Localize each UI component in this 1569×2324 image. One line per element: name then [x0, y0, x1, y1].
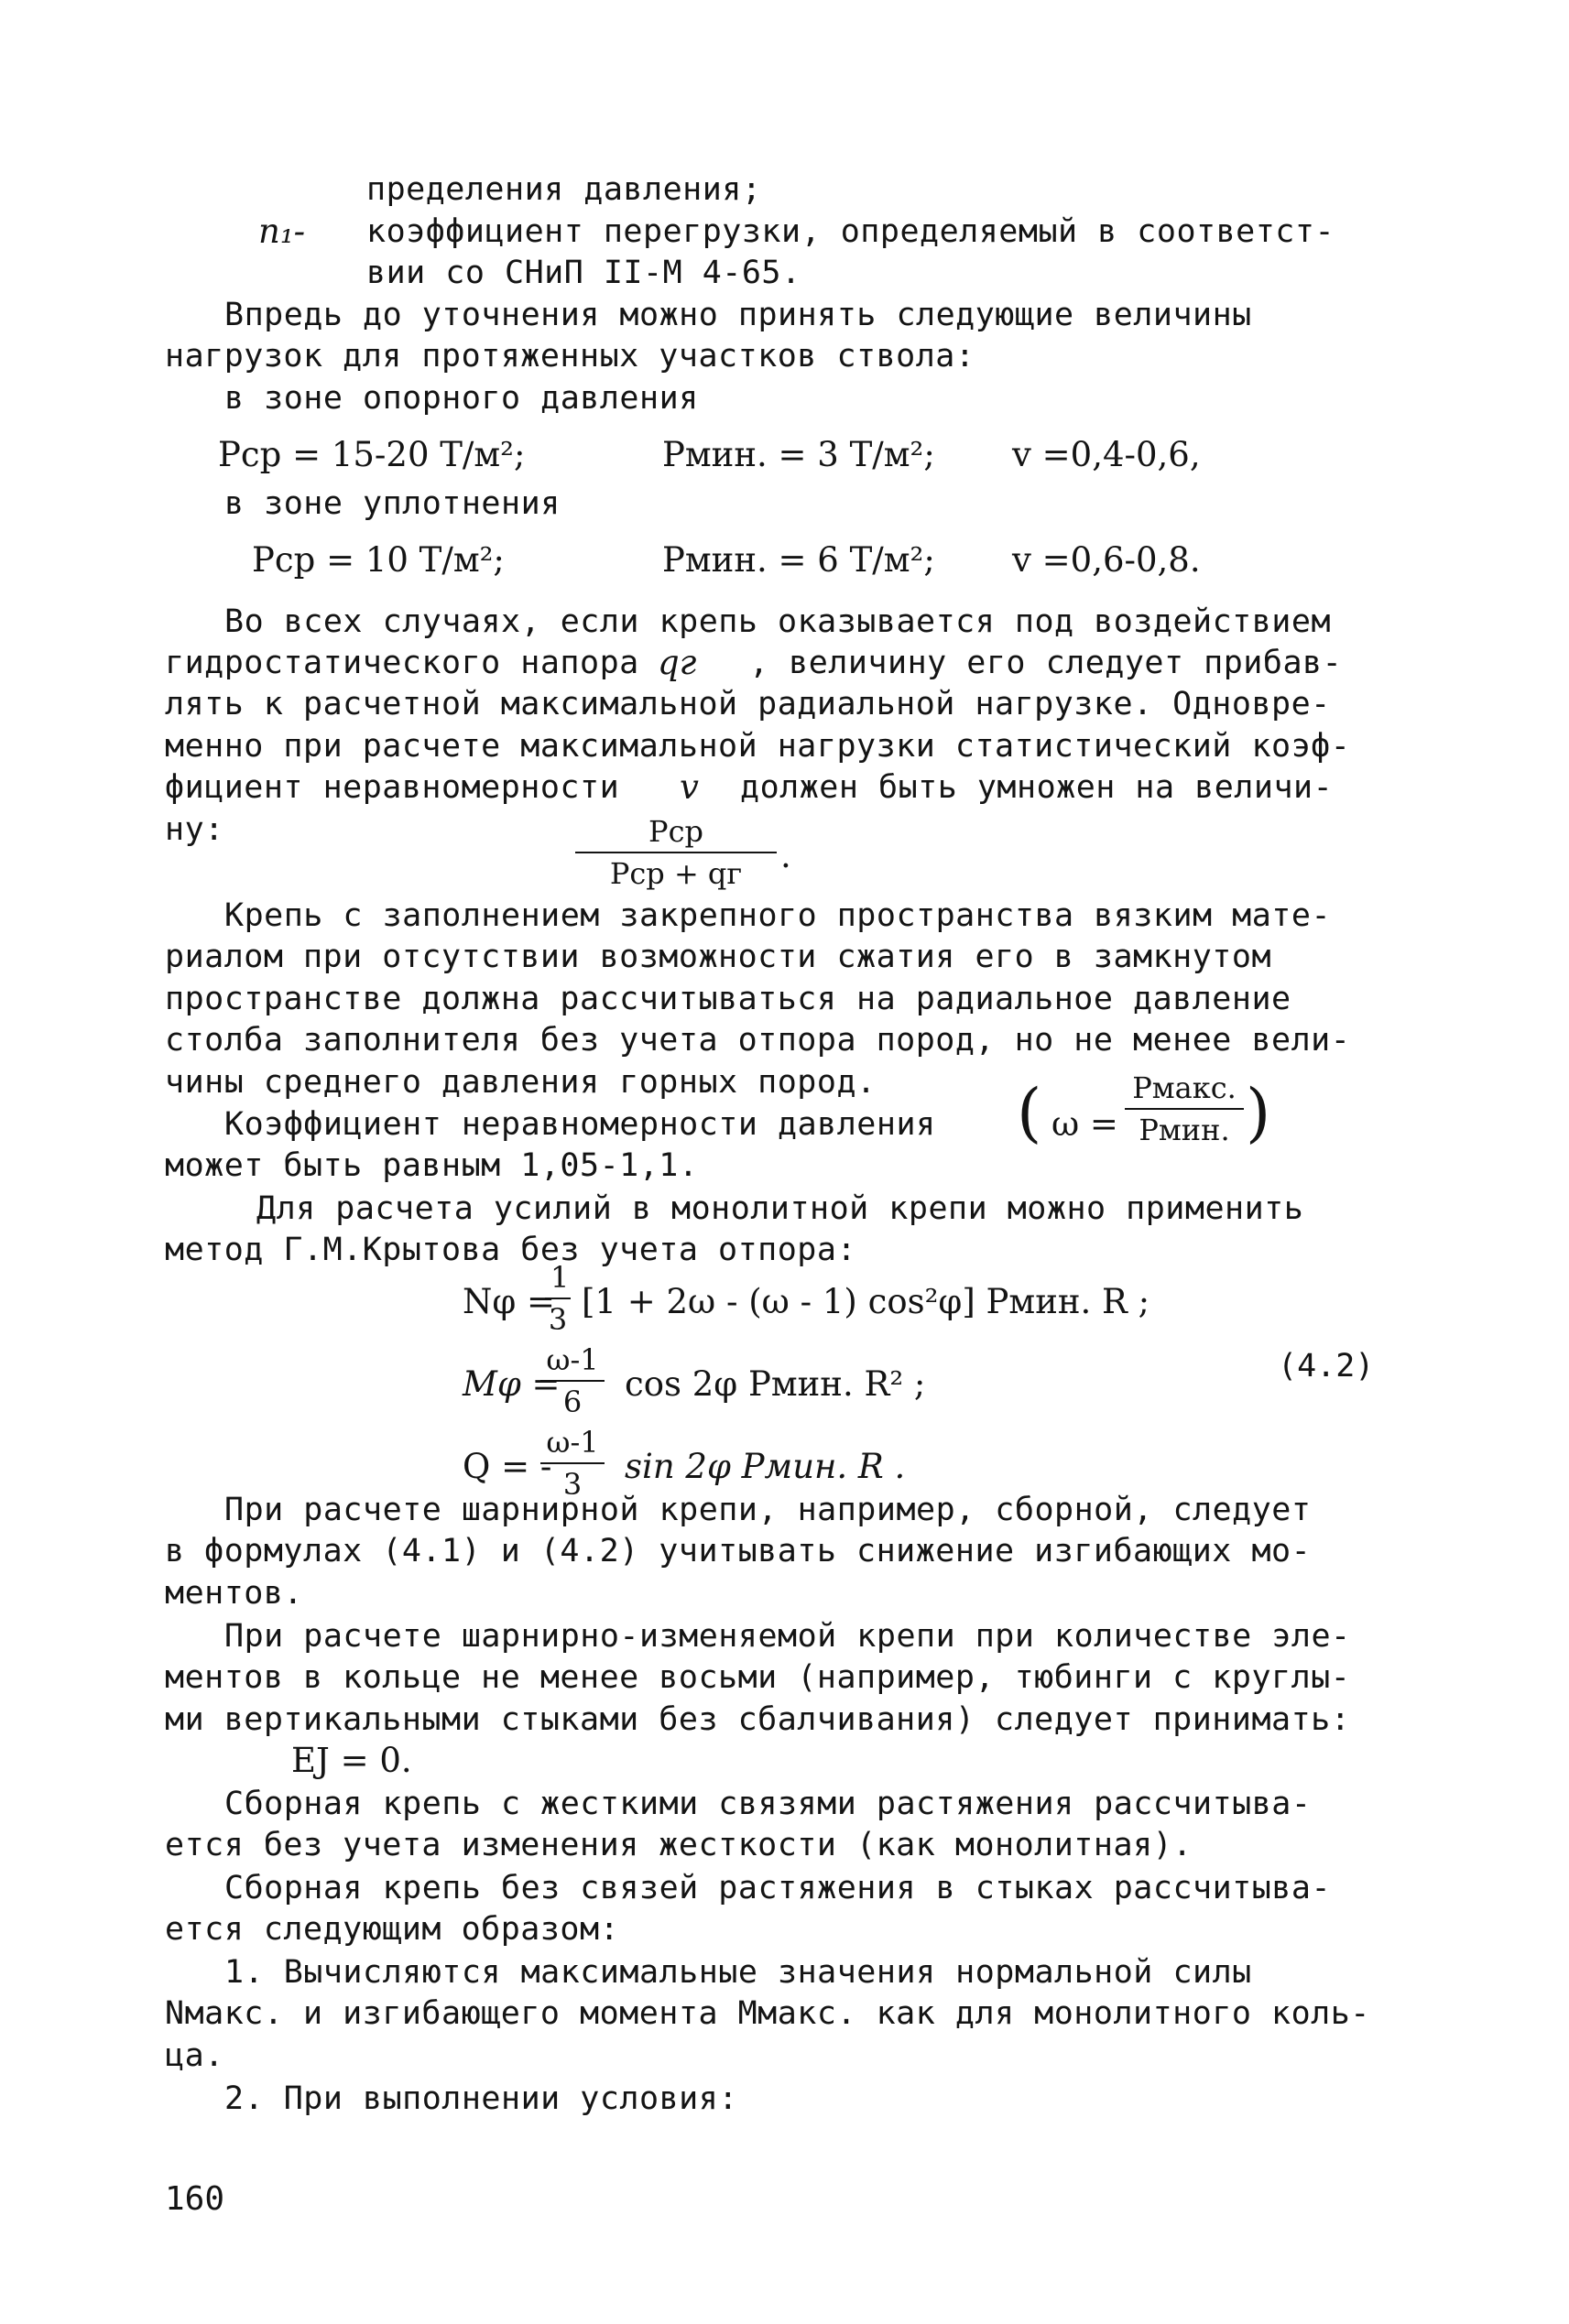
intro-line-1: пределения давления; — [366, 171, 762, 208]
zone-uplotneniya-label: в зоне уплотнения — [224, 485, 561, 522]
formula-q-lhs: Q = - — [463, 1447, 552, 1486]
norigid-line-1: Сборная крепь без связей растяжения в стыках рассчитыва- — [224, 1870, 1332, 1906]
hinge2-ej-equation: EJ = 0. — [291, 1741, 412, 1780]
correction-fraction-numerator: Pср — [575, 813, 777, 853]
hinge2-line-3: ми вертикальными стыками без сбалчивания) следует принимать: — [165, 1701, 1351, 1738]
coef-fraction-denominator: Pмин. — [1139, 1113, 1230, 1147]
hydro-line-6: ну: — [165, 811, 224, 848]
item-1-line-2: Nмакс. и изгибающего момента Mмакс. как для монолитного коль- — [165, 1995, 1370, 2032]
hydro-line-2a: гидростатического напора — [165, 645, 639, 681]
coef-line-2: может быть равным 1,05-1,1. — [165, 1147, 699, 1184]
fill-line-4: столба заполнителя без учета отпора пород, но не менее вели- — [165, 1022, 1351, 1059]
formula-m-denominator: 6 — [562, 1385, 583, 1419]
fill-line-3: пространстве должна рассчитываться на радиальное давление — [165, 981, 1291, 1017]
formula-n-rhs: [1 + 2ω - (ω - 1) cos²φ] Pмин. R ; — [582, 1282, 1150, 1321]
item-2-line-1: 2. При выполнении условия: — [224, 2080, 738, 2117]
norigid-line-2: ется следующим образом: — [165, 1911, 620, 1948]
formula-m-fraction — [540, 1341, 605, 1420]
coef-open-paren-icon: ( — [1017, 1075, 1042, 1150]
formula-q-numerator: ω-1 — [540, 1424, 605, 1464]
hinge-line-3: ментов. — [165, 1575, 304, 1612]
hinge-line-2: в формулах (4.1) и (4.2) учитывать снижение изгибающих мо- — [165, 1533, 1312, 1569]
hydro-line-5b: должен быть умножен на величи- — [740, 769, 1334, 806]
fill-line-1: Крепь с заполнением закрепного пространства вязким мате- — [224, 897, 1332, 934]
item-1-line-1: 1. Вычисляются максимальные значения нормальной силы — [224, 1954, 1252, 1991]
coef-close-paren-icon: ) — [1246, 1075, 1271, 1150]
item-1-line-3: ца. — [165, 2037, 224, 2074]
page-number: 160 — [165, 2180, 225, 2218]
formula-m-rhs: cos 2φ Pмин. R² ; — [625, 1364, 926, 1404]
v-symbol: v — [680, 767, 699, 807]
formula-opor-v: v =0,4-0,6, — [1012, 435, 1201, 474]
loads-paragraph-line-2: нагрузок для протяженных участков ствола: — [165, 338, 975, 375]
krytov-line-1: Для расчета усилий в монолитной крепи можно применить — [256, 1190, 1304, 1227]
formula-opor-pcp: Pср = 15-20 Т/м²; — [218, 435, 526, 474]
n1-definition-line-1: коэффициент перегрузки, определяемый в соответст- — [366, 213, 1335, 250]
coef-fraction — [1125, 1070, 1244, 1148]
formula-n-numerator: 1 — [545, 1259, 571, 1299]
formula-n-lhs: Nφ = — [463, 1282, 556, 1321]
correction-fraction-denominator: Pср + qг — [609, 856, 743, 891]
n1-symbol: n₁- — [258, 212, 306, 251]
formula-upl-pmin: Pмин. = 6 Т/м²; — [662, 540, 935, 580]
coef-fraction-numerator: Pмакс. — [1125, 1070, 1244, 1110]
formula-upl-pcp: Pср = 10 Т/м²; — [252, 540, 505, 580]
correction-fraction-dot: . — [780, 836, 791, 875]
qg-symbol: qг — [658, 643, 697, 682]
n1-definition-line-2: вии со СНиП II-М 4-65. — [366, 255, 801, 291]
hinge2-line-1: При расчете шарнирно-изменяемой крепи при количестве эле- — [224, 1618, 1351, 1655]
krytov-line-2: метод Г.М.Крытова без учета отпора: — [165, 1232, 857, 1268]
hinge2-line-2: ментов в кольце не менее восьми (например, тюбинги с круглы- — [165, 1659, 1351, 1696]
loads-paragraph-line-3: в зоне опорного давления — [224, 380, 699, 417]
formula-opor-pmin: Pмин. = 3 Т/м²; — [662, 435, 935, 474]
loads-paragraph-line-1: Впредь до уточнения можно принять следующие величины — [224, 297, 1252, 333]
hydro-line-1: Во всех случаях, если крепь оказывается под воздействием — [224, 603, 1332, 640]
equation-number: (4.2) — [1278, 1348, 1375, 1385]
formula-n-fraction — [545, 1259, 571, 1338]
formula-m-lhs: Mφ = — [463, 1364, 561, 1404]
rigid-line-2: ется без учета изменения жесткости (как монолитная). — [165, 1827, 1193, 1863]
correction-fraction — [575, 813, 777, 892]
formula-m-numerator: ω-1 — [540, 1341, 605, 1382]
hydro-line-5a: фициент неравномерности — [165, 769, 620, 806]
hydro-line-2b: , величину его следует прибав- — [749, 645, 1343, 681]
formula-q-rhs: sin 2φ Pмин. R . — [625, 1447, 906, 1486]
formula-n-denominator: 3 — [548, 1302, 568, 1337]
fill-line-5: чины среднего давления горных пород. — [165, 1064, 877, 1101]
hinge-line-1: При расчете шарнирной крепи, например, сборной, следует — [224, 1492, 1312, 1528]
hydro-line-3: лять к расчетной максимальной радиальной нагрузке. Одновре- — [165, 686, 1331, 722]
fill-line-2: риалом при отсутствии возможности сжатия его в замкнутом — [165, 939, 1272, 975]
hydro-line-4: менно при расчете максимальной нагрузки статистический коэф- — [165, 728, 1351, 765]
formula-upl-v: v =0,6-0,8. — [1012, 540, 1201, 580]
coef-omega: ω = — [1051, 1104, 1118, 1144]
rigid-line-1: Сборная крепь с жесткими связями растяжения рассчитыва- — [224, 1786, 1312, 1822]
formula-q-denominator: 3 — [562, 1467, 583, 1502]
coef-line-1: Коэффициент неравномерности давления — [224, 1106, 936, 1143]
